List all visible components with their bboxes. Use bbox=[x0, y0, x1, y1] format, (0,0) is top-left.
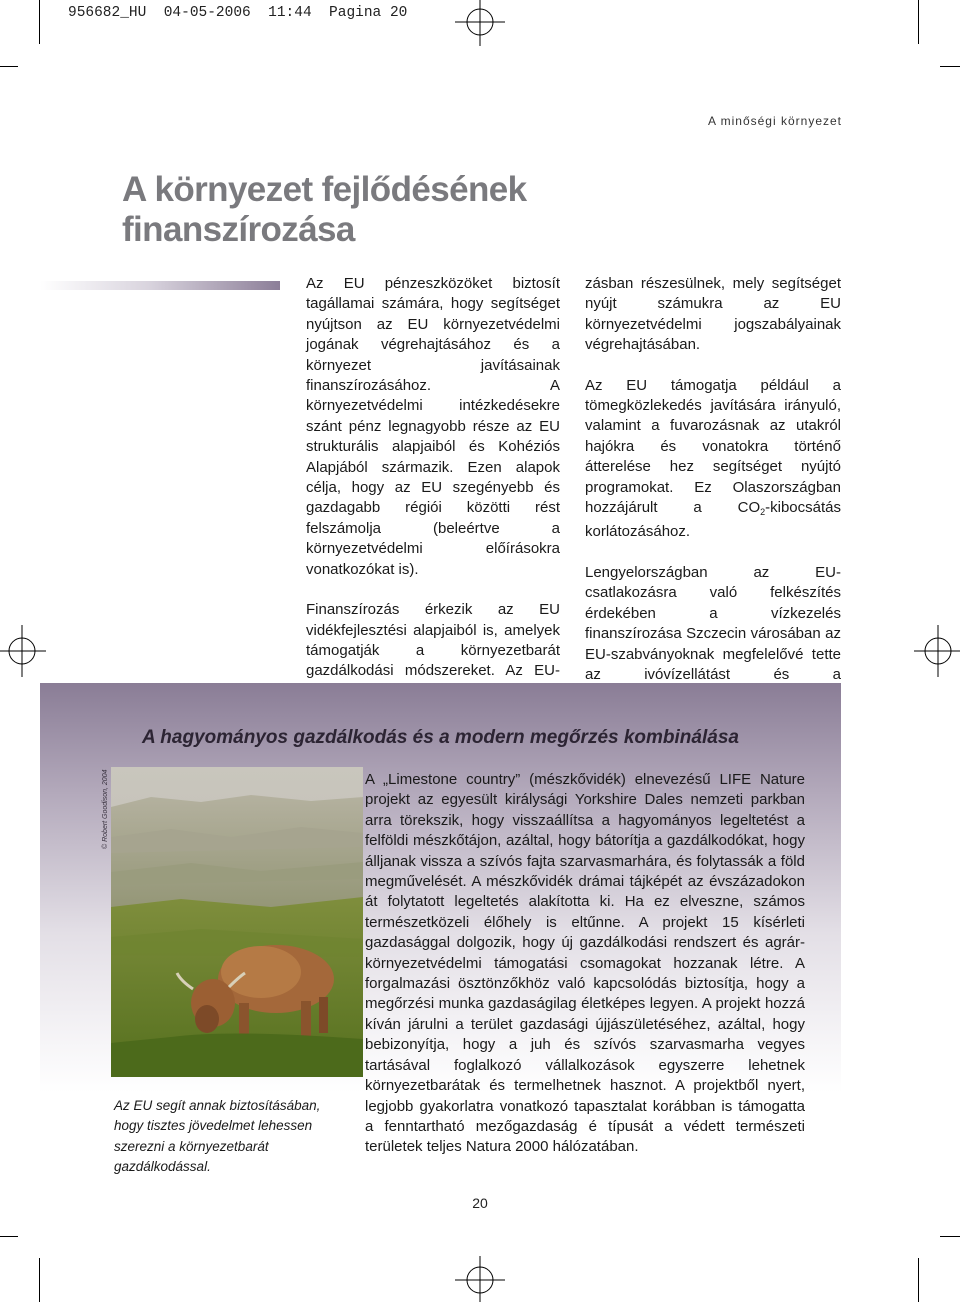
crop-mark-bottom-right-h bbox=[940, 1236, 960, 1237]
feature-box-text: A „Limestone country” (mészkővidék) elnevezésű LIFE Nature projekt az egyesült királysági Yorkshire Dales nemzeti parkban arra törekszik, hogy visszaállítsa a hagyományos legeltetést a felföldi mészkőtájon, azáltal, hogy bátorítja a gazdálkodókat, hogy álljanak vissza a szívós fajta szarvasmarhára, és folytassák a föld megművelését. A mészkővidék drámai tájképét az évszázadokon át folytatott legeltetés alakította ki. Ha ez elveszne, számos természetközeli élőhely is eltűnne. A projekt 15 kísérleti gazdasággal dolgozik, hogy új gazdálkodási rendszert és agrár-környezetvédelmi támogatási csomagokat hozzanak létre. A forgalmazási ösztönzőkhöz való kapcsolódás biztosítja, hogy a megőrzési munka gazdaságilag életképes legyen. A projekt hozzá kíván járulni a terület gazdasági újjászületéséhez, azáltal, hogy bebizonyítja, hogy a juh és szívós szarvasmarha vegyes tartásával foglalkozó vállalkozások egyszerre lehetnek környezetbarátak és termelhetnek hasznot. A projektből nyert, legjobb gyakorlatra vonatkozó tapasztalat korábban is támogatta a fenntartható mezőgazdaság é típusát a védett természeti területek teljes Natura 2000 hálózatában. bbox=[365, 771, 805, 1156]
subscript-2: 2 bbox=[760, 507, 766, 518]
article-title bbox=[122, 170, 642, 250]
crop-mark-top-left-v bbox=[39, 0, 40, 44]
paragraph: zásban részesülnek, mely segítséget nyújt számukra az EU környezetvédelmi jogszabályainak végrehajtásában. bbox=[585, 275, 841, 354]
crop-mark-top-right-h bbox=[940, 66, 960, 67]
paragraph-co2 bbox=[585, 376, 841, 543]
page-number: 20 bbox=[472, 1195, 488, 1211]
crop-mark-top-left-h bbox=[0, 66, 18, 67]
body-column-2 bbox=[585, 274, 841, 746]
paragraph-text: -kibocsátás korlátozásához. bbox=[585, 499, 841, 541]
cattle-photo bbox=[111, 767, 363, 1077]
registration-mark-top bbox=[455, 0, 505, 46]
paragraph: Az EU pénzeszközöket biztosít tagállamai számára, hogy segítséget nyújtson az EU környezetvédelmi jogának végrehajtásához és a környezet javításainak finanszírozásához. A környezetvédelmi intézkedésekre szánt pénz legnagyobb része az EU strukturális alapjaiból és Kohéziós Alapjából származik. Ezen alapok célja, hogy az EU szegényebb és gazdagabb régiói közötti rést felszámolja (beleértve a környezetvédelmi előírásokra vonatkozókat is). bbox=[306, 275, 560, 578]
crop-mark-top-right-v bbox=[918, 0, 919, 44]
crop-mark-bottom-right-v bbox=[918, 1258, 919, 1302]
paragraph: Finanszírozás érkezik az EU vidékfejlesztési alapjaiból is, amelyek támogatják a környezetbarát gazdálkodási módszereket. Az EU- bbox=[306, 601, 560, 680]
highland-cow-landscape-image bbox=[111, 767, 363, 1077]
paragraph-text: Az EU támogatja például a tömegközlekedés javítására irányuló, valamint a fuvarozásnak az utakról hajókra és vonatokra történő átterelése hez segítséget nyújtó programokat. Ez Olaszországban hozzájárult a CO bbox=[585, 376, 841, 517]
print-slug: 956682_HU 04-05-2006 11:44 Pagina 20 bbox=[68, 5, 408, 21]
photo-credit: © Robert Goodison, 2004 bbox=[102, 769, 109, 849]
registration-mark-left bbox=[0, 625, 46, 677]
feature-box bbox=[40, 683, 841, 1183]
crop-mark-bottom-left-h bbox=[0, 1236, 18, 1237]
photo-caption: Az EU segít annak biztosításában, hogy tisztes jövedelmet lehessen szerezni a környezetbarát gazdálkodással. bbox=[114, 1098, 321, 1175]
crop-mark-bottom-left-v bbox=[39, 1258, 40, 1302]
article-title-line-2: finanszírozása bbox=[122, 210, 355, 249]
article-title-line-1: A környezet fejlődésének bbox=[122, 170, 527, 209]
registration-mark-bottom bbox=[455, 1256, 505, 1302]
title-gradient-bar bbox=[40, 281, 280, 290]
paragraph: Lengyelországban az EU-csatlakozásra való felkészítés érdekében a vízkezelés finanszírozása Szczecin városában az EU-szabványoknak megfelelővé tette az ivóvízellátást és a bbox=[585, 563, 841, 683]
feature-box-title: A hagyományos gazdálkodás és a modern megőrzés kombinálása bbox=[142, 727, 739, 748]
body-column-1 bbox=[306, 274, 560, 743]
running-head: A minőségi környezet bbox=[707, 114, 842, 128]
registration-mark-right bbox=[914, 625, 960, 677]
